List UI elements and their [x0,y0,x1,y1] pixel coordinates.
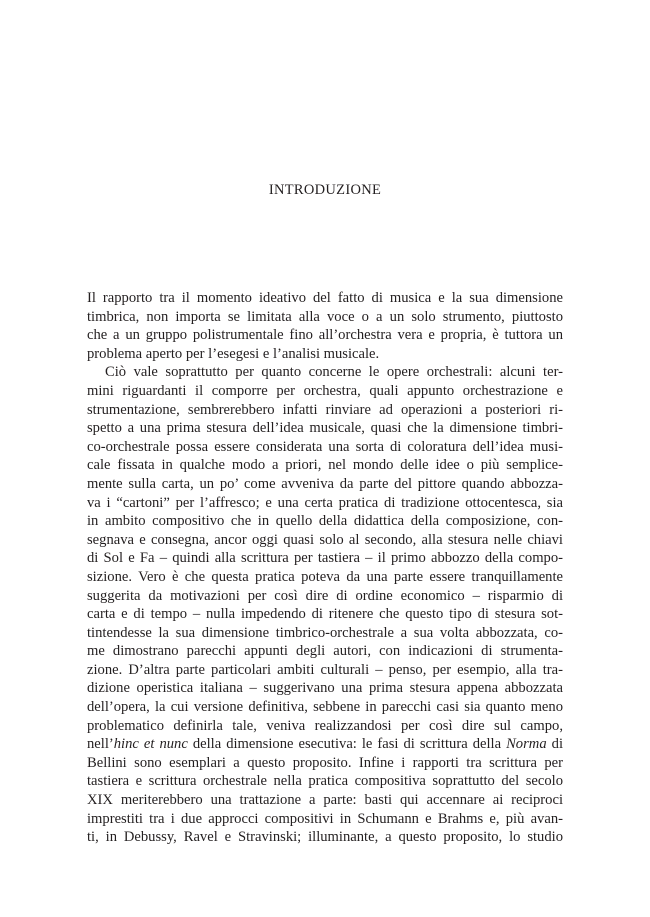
text-line [87,308,563,327]
text-line [87,828,563,847]
text-segment: suggerita da motivazioni per così dire di ordine economico – risparmio di [87,587,563,604]
italic-text: Norma [506,736,547,753]
text-segment: in ambito compositivo che in quello della didattica della composizione, con- [87,513,563,530]
text-segment: problematico definirla tale, veniva realizzandosi per così dire sul campo, [87,717,563,734]
text-line [87,735,563,754]
text-segment: zione. D’altra parte particolari ambiti culturali – penso, per esempio, alla tra- [87,661,563,678]
text-segment: Ciò vale soprattutto per quanto concerne le opere orchestrali: alcuni ter- [105,364,563,381]
text-segment: Bellini sono esemplari a questo proposito. Infine i rapporti tra scrittura per [87,754,563,771]
text-segment: spetto a una prima stesura dell’idea musicale, quasi che la dimensione timbri- [87,420,563,437]
text-segment: timbrica, non importa se limitata alla voce o a un solo strumento, piuttosto [87,308,563,325]
text-line [87,326,563,345]
text-segment: mente sulla carta, un po’ come avveniva da parte del pittore quando abbozza- [87,475,563,492]
body-text [87,289,563,847]
text-line [87,717,563,736]
text-line [87,456,563,475]
text-segment: tintendesse la sua dimensione timbrico-orchestrale a sua volta abbozzata, co- [87,624,563,641]
text-line [87,661,563,680]
text-segment: nell’ [87,736,114,753]
text-segment: strumentazione, sembrerebbero infatti rinviare ad operazioni a posteriori ri- [87,401,563,418]
text-line [87,512,563,531]
text-segment: XIX meriterebbero una trattazione a parte: basti qui accennare ai reciproci [87,792,563,809]
text-line [87,289,563,308]
text-segment: dizione operistica italiana – suggerivano una prima stesura appena abbozzata [87,680,563,697]
text-line [87,624,563,643]
text-line [87,679,563,698]
text-line [87,363,563,382]
text-line [87,568,563,587]
text-segment: dell’opera, la cui versione definitiva, sebbene in parecchi casi sia quanto meno [87,699,563,716]
text-segment: segnava e consegna, ancor oggi quasi solo al secondo, alla stesura nelle chiavi [87,531,563,548]
text-segment: tastiera e scrittura orchestrale nella pratica compositiva soprattutto del secolo [87,773,563,790]
text-segment: di Sol e Fa – quindi alla scrittura per tastiera – il primo abbozzo della compo- [87,550,563,567]
text-line [87,494,563,513]
text-line [87,401,563,420]
text-segment: imprestiti tra i due approcci compositivi in Schumann e Brahms e, più avan- [87,810,563,827]
text-segment: ti, in Debussy, Ravel e Stravinski; illuminante, a questo proposito, lo studio [87,829,563,846]
text-segment: co-orchestrale possa essere considerata una sorta di coloratura dell’idea musi- [87,438,563,455]
text-line [87,345,563,364]
text-line [87,698,563,717]
text-line [87,754,563,773]
text-line [87,475,563,494]
text-line [87,438,563,457]
text-segment: sizione. Vero è che questa pratica poteva da una parte essere tranquillamente [87,568,563,585]
text-segment: della dimensione esecutiva: le fasi di scrittura della [187,736,507,753]
chapter-title: INTRODUZIONE [268,182,382,198]
text-line [87,419,563,438]
text-segment: cale fissata in qualche modo a priori, nel mondo delle idee o più semplice- [87,457,563,474]
text-segment: di [546,736,563,753]
text-line [87,587,563,606]
text-segment: me dimostrano parecchi appunti degli autori, con indicazioni di strumenta- [87,643,563,660]
text-line [87,382,563,401]
text-segment: problema aperto per l’esegesi e l’analisi musicale. [87,345,380,362]
text-line [87,772,563,791]
text-segment: che a un gruppo polistrumentale fino all’orchestra vera e propria, è tuttora un [87,327,563,344]
text-line [87,605,563,624]
text-line [87,791,563,810]
text-segment: mini riguardanti il comporre per orchestra, quali appunto orchestrazione e [87,382,563,399]
text-line [87,531,563,550]
text-segment: carta e di tempo – nulla impedendo di ritenere che questo tipo di stesura sot- [87,606,563,623]
text-line [87,549,563,568]
text-line [87,810,563,829]
text-line [87,642,563,661]
text-segment: va i “cartoni” per l’affresco; e una certa pratica di tradizione ottocentesca, sia [87,494,563,511]
italic-text: hinc et nunc [113,736,188,753]
text-segment: Il rapporto tra il momento ideativo del fatto di musica e la sua dimensione [87,290,563,306]
